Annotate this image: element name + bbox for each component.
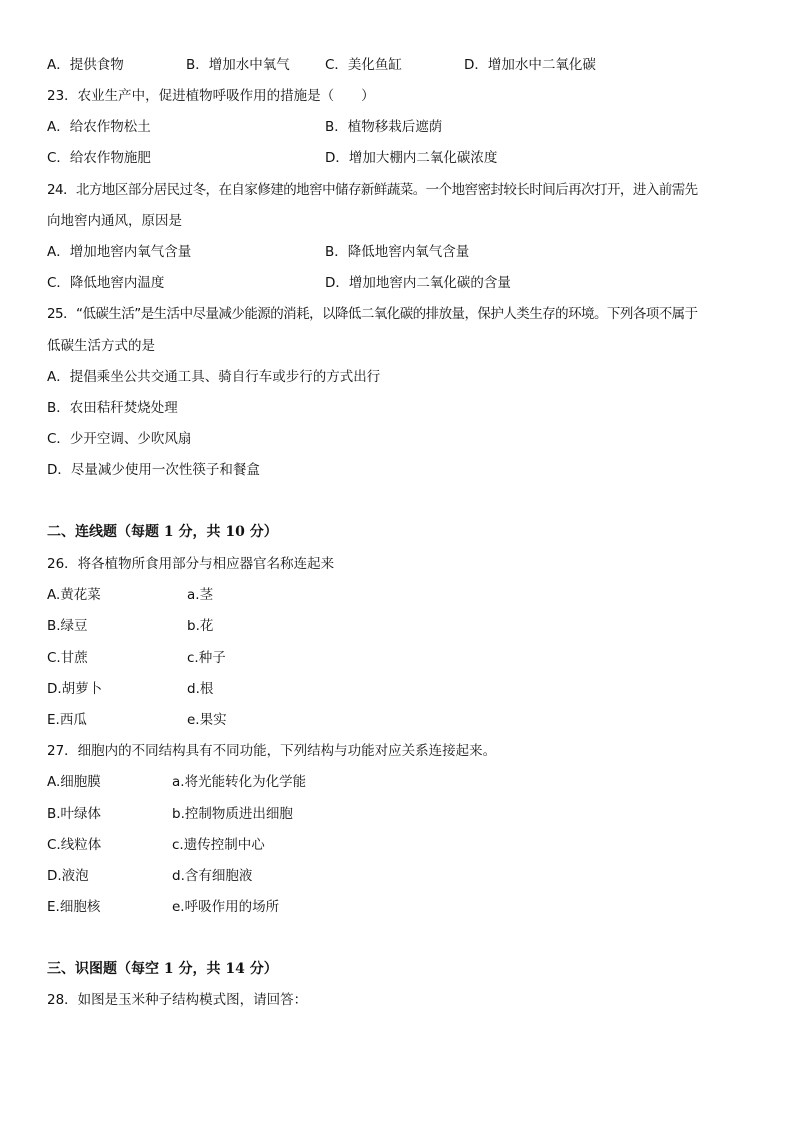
q27-left-item: B.叶绿体 (47, 806, 102, 822)
q23-option-d: D．增加大棚内二氧化碳浓度 (325, 150, 498, 166)
q26-right-item: a.茎 (187, 587, 214, 603)
q26-left-item: E.西瓜 (47, 712, 87, 728)
q24-option-c: C．降低地窖内温度 (47, 275, 165, 291)
q27-right-item: b.控制物质进出细胞 (172, 806, 293, 822)
q25-option-a: A．提倡乘坐公共交通工具、骑自行车或步行的方式出行 (47, 369, 381, 385)
q23-option-c: C．给农作物施肥 (47, 150, 151, 166)
q26-right-item: c.种子 (187, 650, 226, 666)
q25-option-d: D．尽量减少使用一次性筷子和餐盒 (47, 462, 260, 478)
q22-option-d: D．增加水中二氧化碳 (464, 57, 596, 73)
q25-option-b: B．农田秸秆焚烧处理 (47, 400, 178, 416)
q22-option-b: B．增加水中氧气 (186, 57, 290, 73)
q23-stem: 23．农业生产中，促进植物呼吸作用的措施是（ ） (47, 88, 375, 104)
q28-stem: 28．如图是玉米种子结构模式图，请回答： (47, 992, 308, 1008)
q26-left-item: D.胡萝卜 (47, 681, 103, 697)
q23-option-a: A．给农作物松土 (47, 119, 151, 135)
q22-option-a: A．提供食物 (47, 57, 124, 73)
q27-left-item: A.细胞膜 (47, 774, 101, 790)
q25-stem-line2: 低碳生活方式的是 (47, 338, 155, 354)
q26-stem: 26．将各植物所食用部分与相应器官名称连起来 (47, 556, 335, 572)
section-heading-matching: 二、连线题（每题 1 分，共 10 分） (47, 524, 278, 540)
q25-stem-line1: 25．“低碳生活”是生活中尽量减少能源的消耗，以降低二氧化碳的排放量，保护人类生存的环境。下列各项不属于 (47, 306, 698, 322)
q26-left-item: B.绿豆 (47, 618, 88, 634)
q24-option-a: A．增加地窖内氧气含量 (47, 244, 192, 260)
q27-right-item: c.遗传控制中心 (172, 837, 265, 853)
q25-option-c: C．少开空调、少吹风扇 (47, 431, 192, 447)
q24-option-d: D．增加地窖内二氧化碳的含量 (325, 275, 511, 291)
q27-right-item: a.将光能转化为化学能 (172, 774, 307, 790)
q26-right-item: e.果实 (187, 712, 227, 728)
q27-left-item: D.液泡 (47, 868, 89, 884)
q27-left-item: E.细胞核 (47, 899, 101, 915)
q26-left-item: A.黄花菜 (47, 587, 101, 603)
q27-stem: 27．细胞内的不同结构具有不同功能，下列结构与功能对应关系连接起来。 (47, 743, 497, 759)
q27-left-item: C.线粒体 (47, 837, 102, 853)
q24-option-b: B．降低地窖内氧气含量 (325, 244, 470, 260)
q24-stem-line2: 向地窖内通风，原因是 (47, 213, 182, 229)
q26-right-item: d.根 (187, 681, 214, 697)
q22-option-c: C．美化鱼缸 (325, 57, 402, 73)
q27-right-item: e.呼吸作用的场所 (172, 899, 280, 915)
q27-right-item: d.含有细胞液 (172, 868, 253, 884)
q24-stem-line1: 24．北方地区部分居民过冬，在自家修建的地窖中储存新鲜蔬菜。一个地窖密封较长时间后再次打开，进入前需先 (47, 182, 698, 198)
q26-left-item: C.甘蔗 (47, 650, 88, 666)
q23-option-b: B．植物移栽后遮荫 (325, 119, 443, 135)
q26-right-item: b.花 (187, 618, 214, 634)
section-heading-diagram: 三、识图题（每空 1 分，共 14 分） (47, 961, 278, 977)
